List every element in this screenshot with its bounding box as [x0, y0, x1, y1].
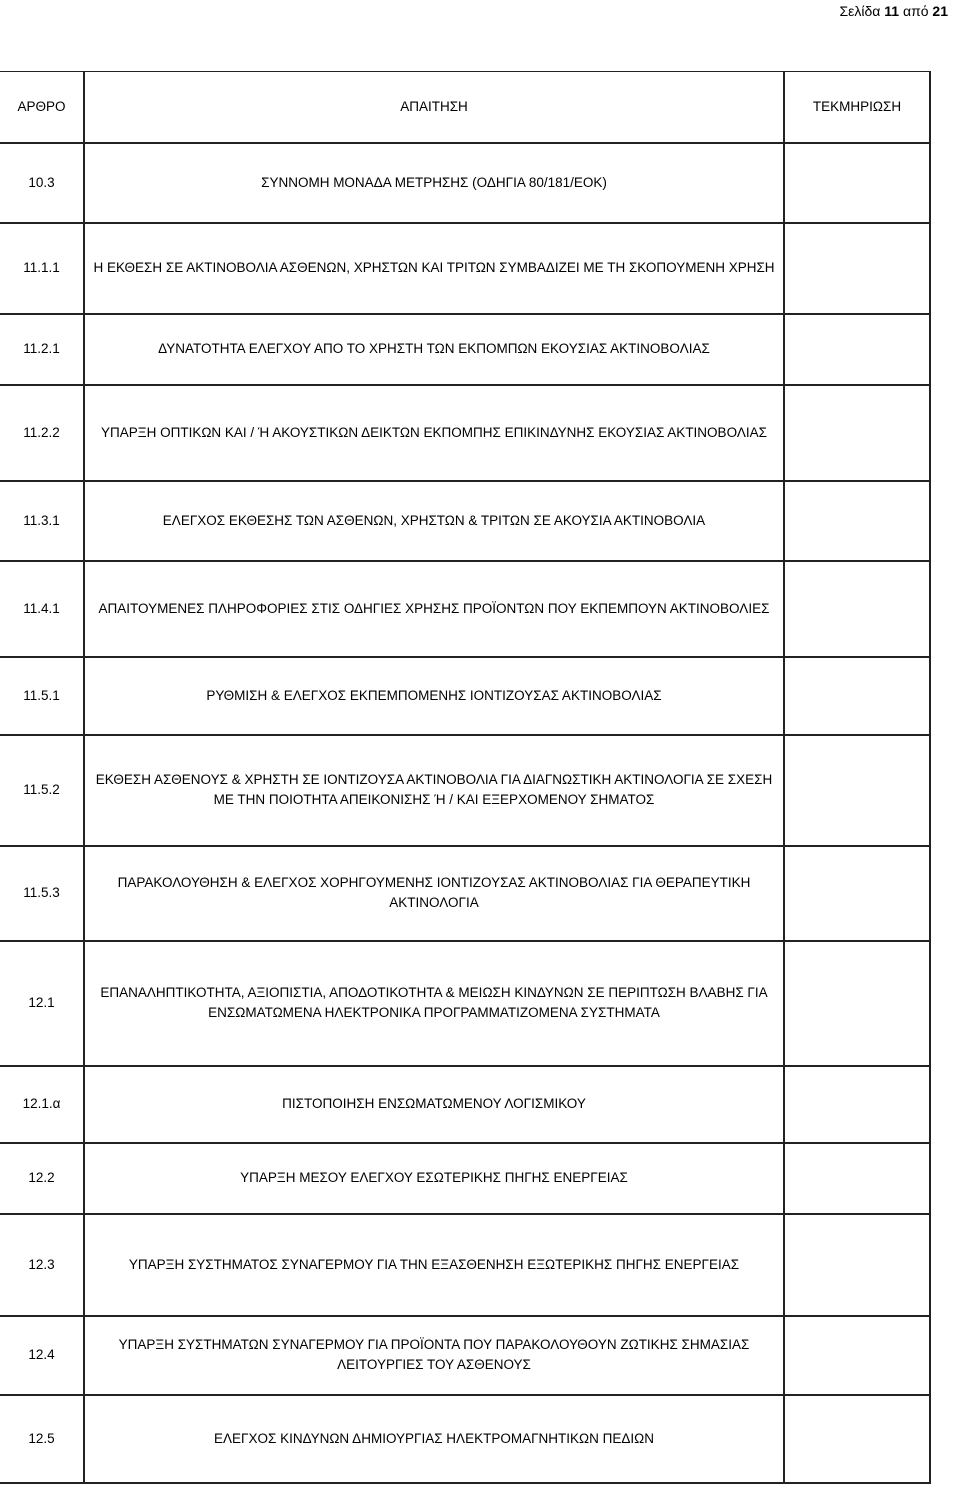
table-row: [0, 385, 930, 481]
requirement-text: Η ΕΚΘΕΣΗ ΣΕ ΑΚΤΙΝΟΒΟΛΙΑ ΑΣΘΕΝΩΝ, ΧΡΗΣΤΩΝ ΚΑΙ ΤΡΙΤΩΝ ΣΥΜΒΑΔΙΖΕΙ ΜΕ ΤΗ ΣΚΟΠΟΥΜΕΝΗ ΧΡΗΣΗ: [93, 260, 775, 275]
requirement-text: ΕΛΕΓΧΟΣ ΚΙΝΔΥΝΩΝ ΔΗΜΙΟΥΡΓΙΑΣ ΗΛΕΚΤΡΟΜΑΓΝΗΤΙΚΩΝ ΠΕΔΙΩΝ: [214, 1430, 654, 1446]
article-cell: 11.4.1: [0, 561, 84, 657]
article-cell: 12.1: [0, 941, 84, 1066]
documentation-cell[interactable]: [784, 846, 930, 941]
article-cell: 11.5.3: [0, 846, 84, 941]
table-row: [0, 941, 930, 1066]
requirement-text: ΡΥΘΜΙΣΗ & ΕΛΕΓΧΟΣ ΕΚΠΕΜΠΟΜΕΝΗΣ ΙΟΝΤΙΖΟΥΣΑΣ ΑΚΤΙΝΟΒΟΛΙΑΣ: [206, 687, 662, 703]
documentation-cell[interactable]: [784, 941, 930, 1066]
article-cell: 12.4: [0, 1316, 84, 1395]
table-row: [0, 143, 930, 223]
column-header-documentation: ΤΕΚΜΗΡΙΩΣΗ: [784, 72, 930, 143]
article-cell: 12.2: [0, 1143, 84, 1214]
requirement-cell: [84, 657, 784, 735]
page-number: 11: [884, 3, 900, 19]
article-cell: 11.2.2: [0, 385, 84, 481]
requirement-cell: [84, 1214, 784, 1316]
requirement-text: ΠΙΣΤΟΠΟΙΗΣΗ ΕΝΣΩΜΑΤΩΜΕΝΟΥ ΛΟΓΙΣΜΙΚΟΥ: [282, 1096, 586, 1111]
article-cell: 11.5.2: [0, 735, 84, 846]
documentation-cell[interactable]: [784, 1214, 930, 1316]
documentation-cell[interactable]: [784, 143, 930, 223]
table-row: [0, 561, 930, 657]
documentation-cell[interactable]: [784, 385, 930, 481]
requirement-cell: [84, 1143, 784, 1214]
requirement-text: ΥΠΑΡΞΗ ΟΠΤΙΚΩΝ ΚΑΙ / Ή ΑΚΟΥΣΤΙΚΩΝ ΔΕΙΚΤΩΝ ΕΚΠΟΜΠΗΣ ΕΠΙΚΙΝΔΥΝΗΣ ΕΚΟΥΣΙΑΣ ΑΚΤΙΝΟΒΟΛΙΑΣ: [101, 424, 767, 440]
table-row: [0, 657, 930, 735]
of-word: από: [902, 3, 929, 19]
requirements-table: [0, 71, 931, 1484]
requirement-cell: [84, 385, 784, 481]
article-cell: 12.3: [0, 1214, 84, 1316]
requirement-cell: [84, 314, 784, 385]
article-cell: 10.3: [0, 143, 84, 223]
requirement-text: ΥΠΑΡΞΗ ΜΕΣΟΥ ΕΛΕΓΧΟΥ ΕΣΩΤΕΡΙΚΗΣ ΠΗΓΗΣ ΕΝΕΡΓΕΙΑΣ: [240, 1170, 628, 1185]
page-header: [839, 0, 948, 22]
documentation-cell[interactable]: [784, 314, 930, 385]
requirement-cell: [84, 143, 784, 223]
table-row: [0, 846, 930, 941]
table-row: [0, 1066, 930, 1143]
page-total: 21: [932, 3, 948, 19]
documentation-cell[interactable]: [784, 1395, 930, 1483]
requirement-text: ΕΚΘΕΣΗ ΑΣΘΕΝΟΥΣ & ΧΡΗΣΤΗ ΣΕ ΙΟΝΤΙΖΟΥΣΑ ΑΚΤΙΝΟΒΟΛΙΑ ΓΙΑ ΔΙΑΓΝΩΣΤΙΚΗ ΑΚΤΙΝΟΛΟΓΙΑ ΣΕ ΣΧΕΣΗ ΜΕ ΤΗΝ ΠΟΙΟΤΗΤΑ ΑΠΕΙΚΟΝΙΣΗΣ Ή / ΚΑΙ ΕΞΕΡΧΟΜΕΝΟΥ ΣΗΜΑΤΟΣ: [95, 772, 773, 807]
requirement-text: ΕΛΕΓΧΟΣ ΕΚΘΕΣΗΣ ΤΩΝ ΑΣΘΕΝΩΝ, ΧΡΗΣΤΩΝ & ΤΡΙΤΩΝ ΣΕ ΑΚΟΥΣΙΑ ΑΚΤΙΝΟΒΟΛΙΑ: [162, 512, 706, 528]
requirement-cell: [84, 223, 784, 314]
header-row: [0, 72, 930, 143]
requirement-text: ΕΠΑΝΑΛΗΠΤΙΚΟΤΗΤΑ, ΑΞΙΟΠΙΣΤΙΑ, ΑΠΟΔΟΤΙΚΟΤΗΤΑ & ΜΕΙΩΣΗ ΚΙΝΔΥΝΩΝ ΣΕ ΠΕΡΙΠΤΩΣΗ ΒΛΑΒΗΣ ΓΙΑ ΕΝΣΩΜΑΤΩΜΕΝΑ ΗΛΕΚΤΡΟΝΙΚΑ ΠΡΟΓΡΑΜΜΑΤΙΖΟΜΕΝΑ ΣΥΣΤΗΜΑΤΑ: [100, 985, 768, 1020]
page-word: Σελίδα: [839, 3, 881, 19]
documentation-cell[interactable]: [784, 735, 930, 846]
article-cell: 12.1.α: [0, 1066, 84, 1143]
requirement-text: ΔΥΝΑΤΟΤΗΤΑ ΕΛΕΓΧΟΥ ΑΠΟ ΤΟ ΧΡΗΣΤΗ ΤΩΝ ΕΚΠΟΜΠΩΝ ΕΚΟΥΣΙΑΣ ΑΚΤΙΝΟΒΟΛΙΑΣ: [158, 341, 710, 356]
documentation-cell[interactable]: [784, 657, 930, 735]
requirement-cell: [84, 561, 784, 657]
table-row: [0, 1395, 930, 1483]
documentation-cell[interactable]: [784, 1143, 930, 1214]
requirement-cell: [84, 1066, 784, 1143]
table-row: [0, 1214, 930, 1316]
requirement-cell: [84, 1395, 784, 1483]
table-row: [0, 481, 930, 561]
documentation-cell[interactable]: [784, 1316, 930, 1395]
article-cell: 11.1.1: [0, 223, 84, 314]
requirement-cell: [84, 1316, 784, 1395]
requirement-text: ΠΑΡΑΚΟΛΟΥΘΗΣΗ & ΕΛΕΓΧΟΣ ΧΟΡΗΓΟΥΜΕΝΗΣ ΙΟΝΤΙΖΟΥΣΑΣ ΑΚΤΙΝΟΒΟΛΙΑΣ ΓΙΑ ΘΕΡΑΠΕΥΤΙΚΗ ΑΚΤΙΝΟΛΟΓΙΑ: [117, 875, 751, 910]
table-body: [0, 72, 930, 1483]
requirement-cell: [84, 481, 784, 561]
article-cell: 12.5: [0, 1395, 84, 1483]
documentation-cell[interactable]: [784, 481, 930, 561]
documentation-cell[interactable]: [784, 1066, 930, 1143]
documentation-cell[interactable]: [784, 561, 930, 657]
requirement-text: ΑΠΑΙΤΟΥΜΕΝΕΣ ΠΛΗΡΟΦΟΡΙΕΣ ΣΤΙΣ ΟΔΗΓΙΕΣ ΧΡΗΣΗΣ ΠΡΟΪΟΝΤΩΝ ΠΟΥ ΕΚΠΕΜΠΟΥΝ ΑΚΤΙΝΟΒΟΛΙΕΣ: [98, 600, 770, 616]
requirement-text: ΥΠΑΡΞΗ ΣΥΣΤΗΜΑΤΩΝ ΣΥΝΑΓΕΡΜΟΥ ΓΙΑ ΠΡΟΪΟΝΤΑ ΠΟΥ ΠΑΡΑΚΟΛΟΥΘΟΥΝ ΖΩΤΙΚΗΣ ΣΗΜΑΣΙΑΣ ΛΕΙΤΟΥΡΓΙΕΣ ΤΟΥ ΑΣΘΕΝΟΥΣ: [118, 1337, 750, 1372]
table-row: [0, 314, 930, 385]
table-row: [0, 223, 930, 314]
requirement-cell: [84, 941, 784, 1066]
requirement-cell: [84, 846, 784, 941]
table-row: [0, 1143, 930, 1214]
documentation-cell[interactable]: [784, 223, 930, 314]
article-cell: 11.2.1: [0, 314, 84, 385]
column-header-article: ΑΡΘΡΟ: [0, 72, 84, 143]
column-header-requirement: ΑΠΑΙΤΗΣΗ: [84, 72, 784, 143]
article-cell: 11.3.1: [0, 481, 84, 561]
article-cell: 11.5.1: [0, 657, 84, 735]
table-row: [0, 735, 930, 846]
requirement-cell: [84, 735, 784, 846]
requirement-text: ΥΠΑΡΞΗ ΣΥΣΤΗΜΑΤΟΣ ΣΥΝΑΓΕΡΜΟΥ ΓΙΑ ΤΗΝ ΕΞΑΣΘΕΝΗΣΗ ΕΞΩΤΕΡΙΚΗΣ ΠΗΓΗΣ ΕΝΕΡΓΕΙΑΣ: [128, 1256, 740, 1272]
table-row: [0, 1316, 930, 1395]
requirement-text: ΣΥΝΝΟΜΗ ΜΟΝΑΔΑ ΜΕΤΡΗΣΗΣ (ΟΔΗΓΙΑ 80/181/ΕΟΚ): [261, 174, 607, 190]
